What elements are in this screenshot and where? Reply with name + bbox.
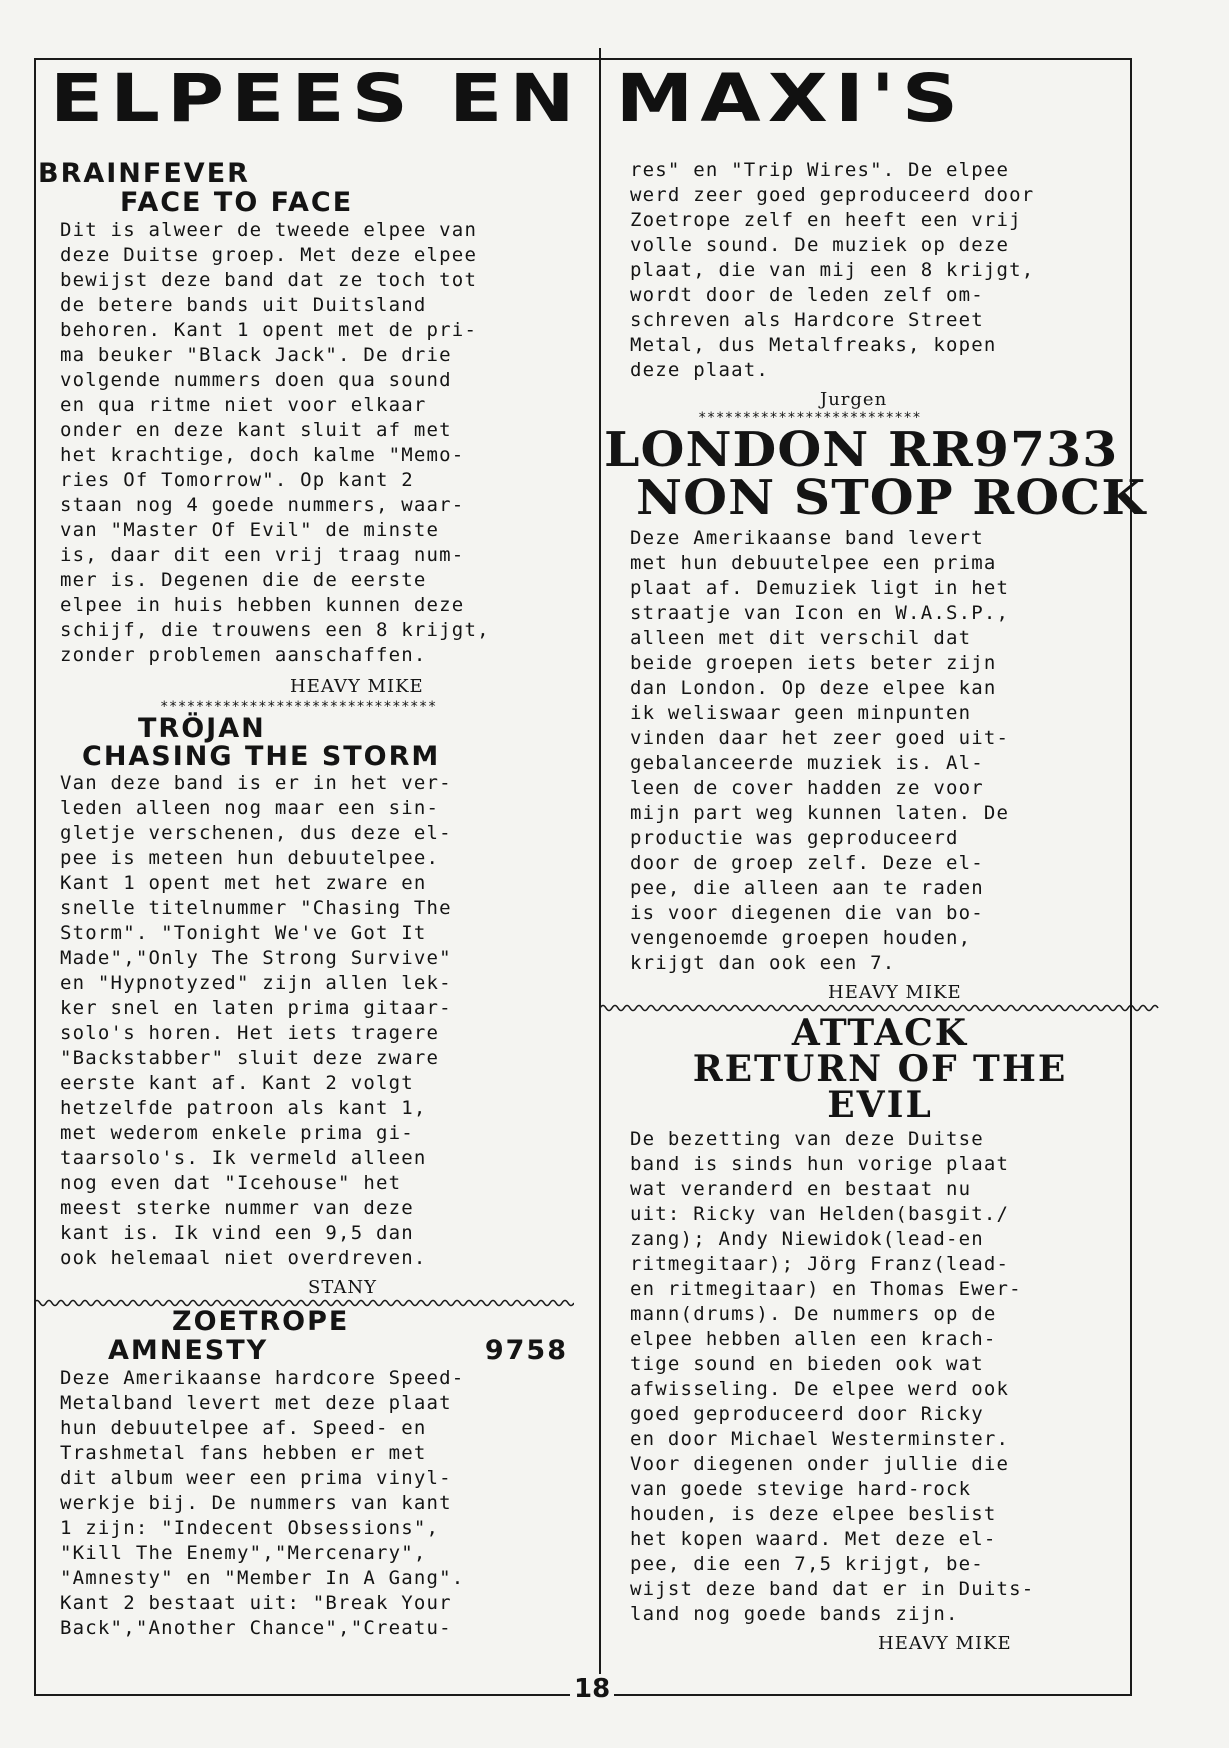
page-title: ELPEES EN MAXI'S — [50, 60, 966, 137]
review-author: HEAVY MIKE — [878, 1633, 1012, 1654]
review-zoetrope — [60, 1308, 580, 1641]
left-column — [38, 158, 580, 1641]
review-brainfever — [38, 158, 580, 697]
review-london — [604, 410, 1147, 1003]
review-author: HEAVY MIKE — [828, 982, 962, 1003]
star-separator: ******************************* — [160, 699, 437, 715]
album-title: NON STOP ROCK — [636, 470, 1147, 526]
band-name: ZOETROPE — [172, 1306, 350, 1337]
right-column — [604, 158, 1147, 1654]
review-attack — [630, 1012, 1130, 1654]
review-author: Jurgen — [820, 389, 888, 410]
review-zoetrope-continued — [630, 158, 1130, 410]
album-title: LONDON RR9733 — [604, 422, 1119, 478]
review-author: HEAVY MIKE — [290, 676, 424, 697]
catalog-number: 9758 — [484, 1335, 568, 1366]
review-text: Van deze band is er in het ver- leden alleen nog maar een sin- gletje verschenen, dus deze el- pee is meteen hun debuutelpee. Kant 1 opent met het zware en snelle titelnummer "Chasing The Storm". "Tonight We've Got It Made","Only The Strong Survive" en "Hypnotyzed" zijn allen lek- ker snel en laten prima gitaar- solo's horen. Het iets tragere "Backstabber" sluit deze zware eerste kant af. Kant 2 volgt hetzelfde patroon als kant 1, met wederom enkele prima gi- taarsolo's. Ik vermeld alleen nog even dat "Icehouse" het meest sterke nummer van deze kant is. Ik vind een 9,5 dan ook helemaal niet overdreven. — [60, 772, 452, 1269]
review-author: STANY — [308, 1277, 377, 1298]
review-text: De bezetting van deze Duitse band is sinds hun vorige plaat wat veranderd en bestaat nu uit: Ricky van Helden(basgit./ zang); Andy Niewidok(lead-en ritmegitaar); Jörg Franz(lead- en ritmegitaar) en Thomas Ewer- mann(drums). De nummers op de elpee hebben allen een krach- tige sound en bieden ook wat afwisseling. De elpee werd ook goed geproduceerd door Ricky en door Michael Westerminster. Voor diegenen onder jullie die van goede stevige hard-rock houden, is deze elpee beslist het kopen waard. Met deze el- pee, die een 7,5 krijgt, be- wijst deze band dat er in Duits- land nog goede bands zijn. — [630, 1128, 1035, 1625]
star-separator: ************************* — [698, 410, 922, 426]
album-title: RETURN OF THE — [692, 1048, 1068, 1090]
page-number: 18 — [570, 1674, 614, 1704]
album-title: AMNESTY — [108, 1335, 269, 1366]
review-trojan — [60, 699, 580, 1298]
column-divider — [599, 48, 601, 1696]
album-title: CHASING THE STORM — [82, 741, 441, 772]
band-name: BRAINFEVER — [38, 158, 250, 189]
review-text: Dit is alweer de tweede elpee van deze Duitse groep. Met deze elpee bewijst deze band dat ze toch tot de betere bands uit Duitsland behoren. Kant 1 opent met de pri- ma beuker "Black Jack". De drie volgende nummers doen qua sound en qua ritme niet voor elkaar onder en deze kant sluit af met het krachtige, doch kalme "Memo- ries Of Tomorrow". Op kant 2 staan nog 4 goede nummers, waar- van "Master Of Evil" de minste is, daar dit een vrij traag num- mer is. Degenen die de eerste elpee in huis hebben kunnen deze schijf, die trouwens een 8 krijgt, zonder problemen aanschaffen. — [60, 219, 490, 666]
album-title-cont: EVIL — [827, 1084, 933, 1126]
album-title: FACE TO FACE — [120, 187, 354, 218]
band-name: TRÖJAN — [138, 713, 266, 744]
album-row — [108, 1336, 568, 1366]
review-text: res" en "Trip Wires". De elpee werd zeer goed geproduceerd door Zoetrope zelf en heeft een vrij volle sound. De muziek op deze plaat, die van mij een 8 krijgt, wordt door de leden zelf om- schreven als Hardcore Street Metal, dus Metalfreaks, kopen deze plaat. — [630, 159, 1035, 381]
review-text: Deze Amerikaanse hardcore Speed- Metalband levert met deze plaat hun debuutelpee af. Speed- en Trashmetal fans hebben er met dit album weer een prima vinyl- werkje bij. De nummers van kant 1 zijn: "Indecent Obsessions", "Kill The Enemy","Mercenary", "Amnesty" en "Member In A Gang". Kant 2 bestaat uit: "Break Your Back","Another Chance","Creatu- — [60, 1367, 465, 1639]
review-text: Deze Amerikaanse band levert met hun debuutelpee een prima plaat af. Demuziek ligt in het straatje van Icon en W.A.S.P., alleen met dit verschil dat beide groepen iets beter zijn dan London. Op deze elpee kan ik weliswaar geen minpunten vinden daar het zeer goed uit- gebalanceerde muziek is. Al- leen de cover hadden ze voor mijn part weg kunnen laten. De productie was geproduceerd door de groep zelf. Deze el- pee, die alleen aan te raden is voor diegenen die van bo- vengenoemde groepen houden, krijgt dan ook een 7. — [630, 527, 1010, 974]
band-name: ATTACK — [791, 1012, 969, 1054]
